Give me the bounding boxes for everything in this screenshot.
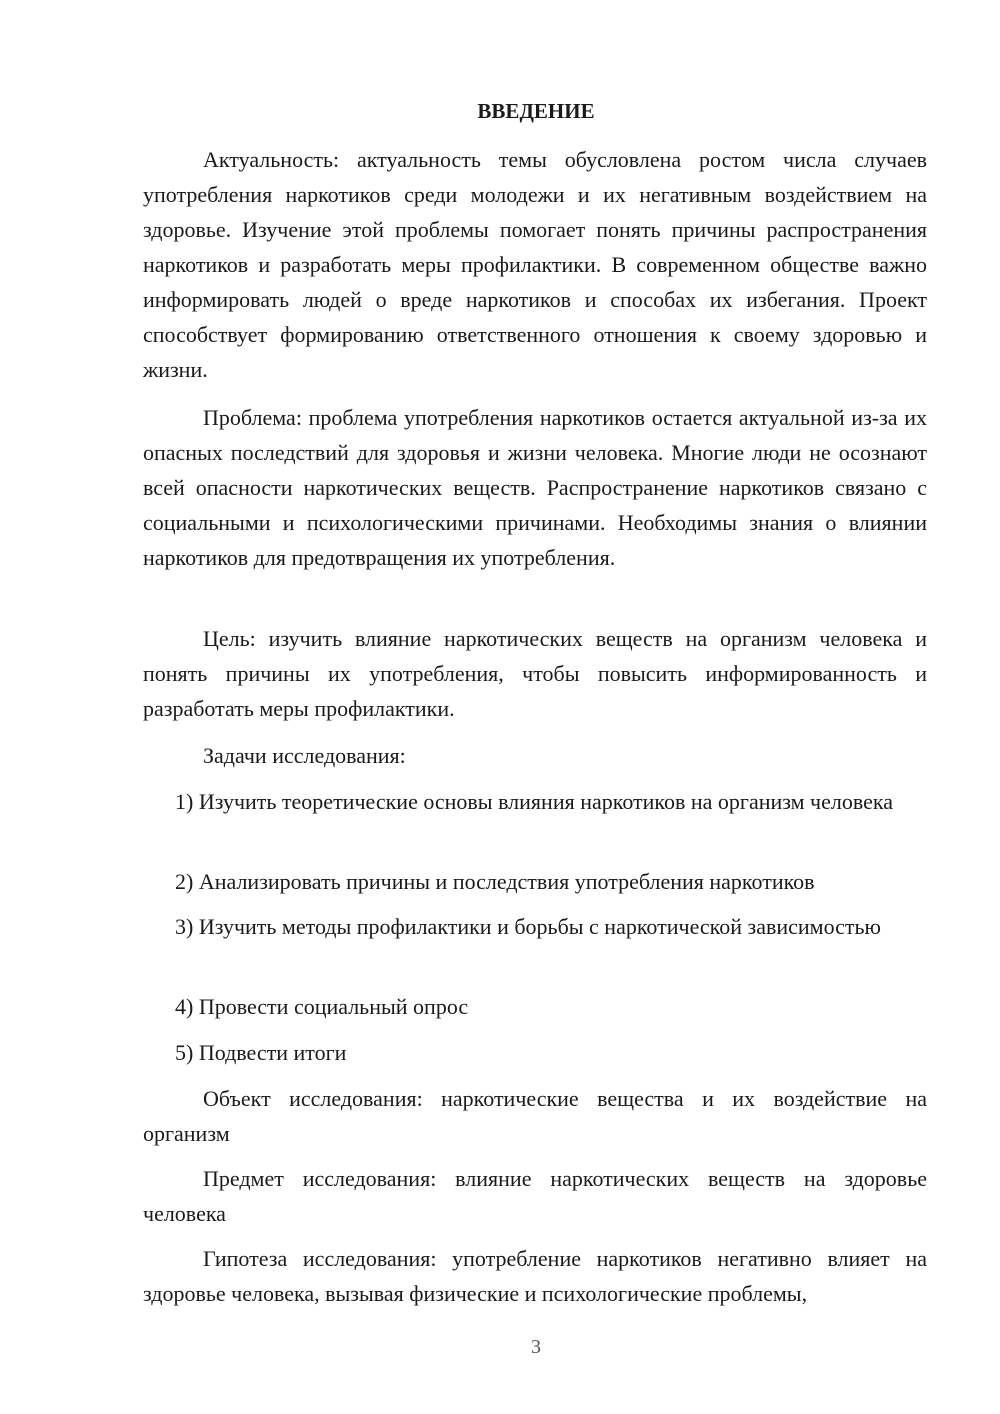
tasks-heading: Задачи исследования: (203, 743, 406, 768)
task-item-5: 5) Подвести итоги (175, 1040, 347, 1065)
task-item-2: 2) Анализировать причины и последствия употребления наркотиков (175, 869, 815, 894)
page-number: 3 (531, 1336, 541, 1358)
task-item-3: 3) Изучить методы профилактики и борьбы с наркотической зависимостью (175, 914, 881, 939)
task-item-1: 1) Изучить теоретические основы влияния наркотиков на организм человека (175, 789, 894, 814)
paragraph-subject: Предмет исследования: влияние наркотических веществ на здоровье человека (143, 1166, 927, 1226)
task-item-4: 4) Провести социальный опрос (175, 994, 469, 1019)
paragraph-hypothesis: Гипотеза исследования: употребление наркотиков негативно влияет на здоровье человека, вызывая физические и психологические проблемы, (143, 1246, 927, 1306)
paragraph-goal: Цель: изучить влияние наркотических веществ на организм человека и понять причины их употребления, чтобы повысить информированность и разработать меры профилактики. (143, 626, 927, 721)
paragraph-object: Объект исследования: наркотические вещества и их воздействие на организм (143, 1086, 927, 1146)
paragraph-relevance: Актуальность: актуальность темы обусловлена ростом числа случаев употребления наркотиков среди молодежи и их негативным воздействием на здоровье. Изучение этой проблемы помогает понять причины распространения наркотиков и разработать меры профилактики. В современном обществе важно информировать людей о вреде наркотиков и способах их избегания. Проект способствует формированию ответственного отношения к своему здоровью и жизни. (143, 147, 927, 382)
paragraph-problem: Проблема: проблема употребления наркотиков остается актуальной из-за их опасных последствий для здоровья и жизни человека. Многие люди не осознают всей опасности наркотических веществ. Распространение наркотиков связано с социальными и психологическими причинами. Необходимы знания о влиянии наркотиков для предотвращения их употребления. (143, 405, 927, 570)
section-title: ВВЕДЕНИЕ (477, 99, 595, 123)
